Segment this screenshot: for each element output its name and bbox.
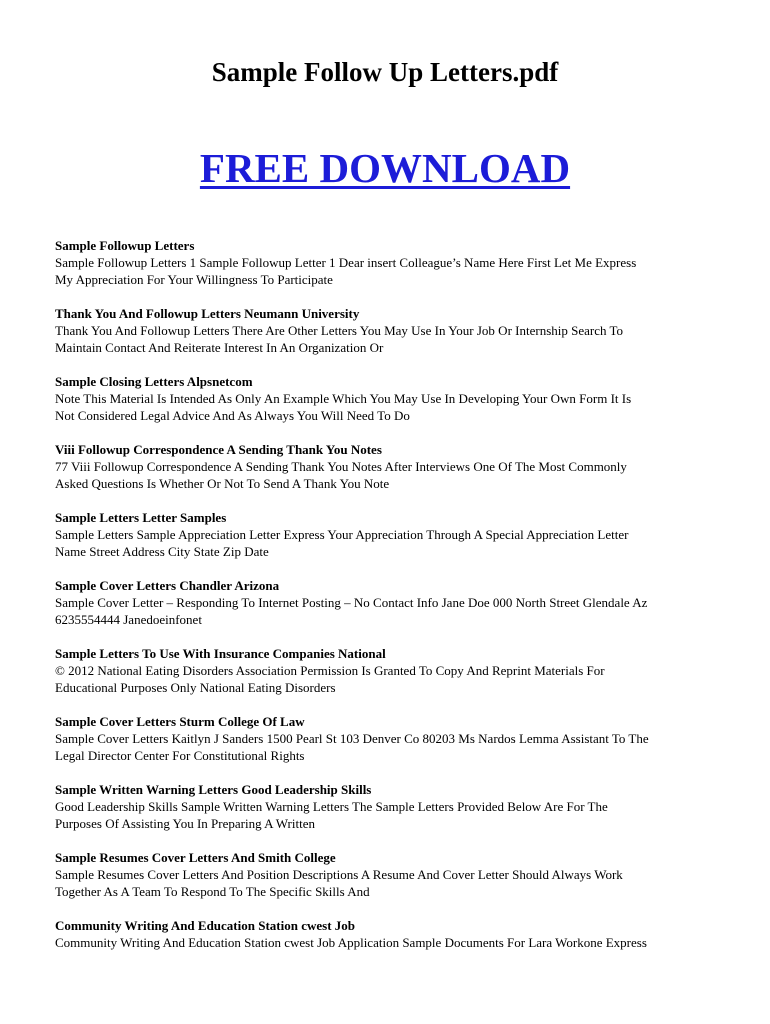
entry-title: Sample Followup Letters [55,238,195,253]
entry-description [55,458,735,492]
entry-title: Viii Followup Correspondence A Sending Thank You Notes [55,442,382,457]
document-title: Sample Follow Up Letters.pdf [211,57,559,87]
entry-title: Sample Letters To Use With Insurance Companies National [55,646,386,661]
entry-line: Together As A Team To Respond To The Specific Skills And [55,884,370,899]
entry-line: Good Leadership Skills Sample Written Warning Letters The Sample Letters Provided Below Are For The [55,799,608,814]
list-item [55,849,735,900]
entry-line: Legal Director Center For Constitutional Rights [55,748,305,763]
entry-description [55,254,735,288]
entry-description [55,730,735,764]
entry-line: Sample Resumes Cover Letters And Position Descriptions A Resume And Cover Letter Should Always Work [55,867,623,882]
entry-line: 77 Viii Followup Correspondence A Sending Thank You Notes After Interviews One Of The Most Commonly [55,459,627,474]
entry-line: Thank You And Followup Letters There Are Other Letters You May Use In Your Job Or Internship Search To [55,323,624,338]
entry-line: Educational Purposes Only National Eating Disorders [55,680,336,695]
entry-line: Purposes Of Assisting You In Preparing A Written [55,816,315,831]
entry-line: Sample Cover Letters Kaitlyn J Sanders 1500 Pearl St 103 Denver Co 80203 Ms Nardos Lemma Assistant To The [55,731,649,746]
entry-description [55,798,735,832]
entry-line: Sample Cover Letter – Responding To Internet Posting – No Contact Info Jane Doe 000 North Street Glendale Az [55,595,648,610]
entry-title: Thank You And Followup Letters Neumann University [55,306,360,321]
entry-line: Sample Followup Letters 1 Sample Followup Letter 1 Dear insert Colleague’s Name Here First Let Me Express [55,255,637,270]
entry-title: Sample Written Warning Letters Good Leadership Skills [55,782,372,797]
entry-title: Sample Letters Letter Samples [55,510,227,525]
entry-line: Asked Questions Is Whether Or Not To Send A Thank You Note [55,476,390,491]
entry-description [55,594,735,628]
list-item [55,917,735,951]
entry-description [55,390,735,424]
entry-line: 6235554444 Janedoeinfonet [55,612,202,627]
entry-line: Name Street Address City State Zip Date [55,544,269,559]
entry-title: Sample Closing Letters Alpsnetcom [55,374,253,389]
entry-description [55,662,735,696]
list-item [55,713,735,764]
list-item [55,373,735,424]
free-download-link[interactable]: FREE DOWNLOAD [199,145,571,191]
entry-title: Sample Cover Letters Sturm College Of Law [55,714,305,729]
list-item [55,305,735,356]
entry-title: Community Writing And Education Station cwest Job [55,918,356,933]
list-item [55,237,735,288]
entry-line: © 2012 National Eating Disorders Association Permission Is Granted To Copy And Reprint Materials For [55,663,605,678]
entry-title: Sample Cover Letters Chandler Arizona [55,578,280,593]
entry-line: Note This Material Is Intended As Only An Example Which You May Use In Developing Your Own Form It Is [55,391,632,406]
entry-line: Community Writing And Education Station cwest Job Application Sample Documents For Lara Workone Express [55,935,647,950]
entry-line: Maintain Contact And Reiterate Interest In An Organization Or [55,340,384,355]
entry-description [55,322,735,356]
entry-description [55,934,735,951]
list-item [55,509,735,560]
list-item [55,781,735,832]
entry-description [55,526,735,560]
entry-line: My Appreciation For Your Willingness To Participate [55,272,333,287]
list-item [55,577,735,628]
entry-line: Sample Letters Sample Appreciation Letter Express Your Appreciation Through A Special Appreciation Letter [55,527,629,542]
entry-line: Not Considered Legal Advice And As Always You Will Need To Do [55,408,410,423]
entry-list [55,237,735,968]
entry-description [55,866,735,900]
entry-title: Sample Resumes Cover Letters And Smith College [55,850,336,865]
list-item [55,441,735,492]
list-item [55,645,735,696]
